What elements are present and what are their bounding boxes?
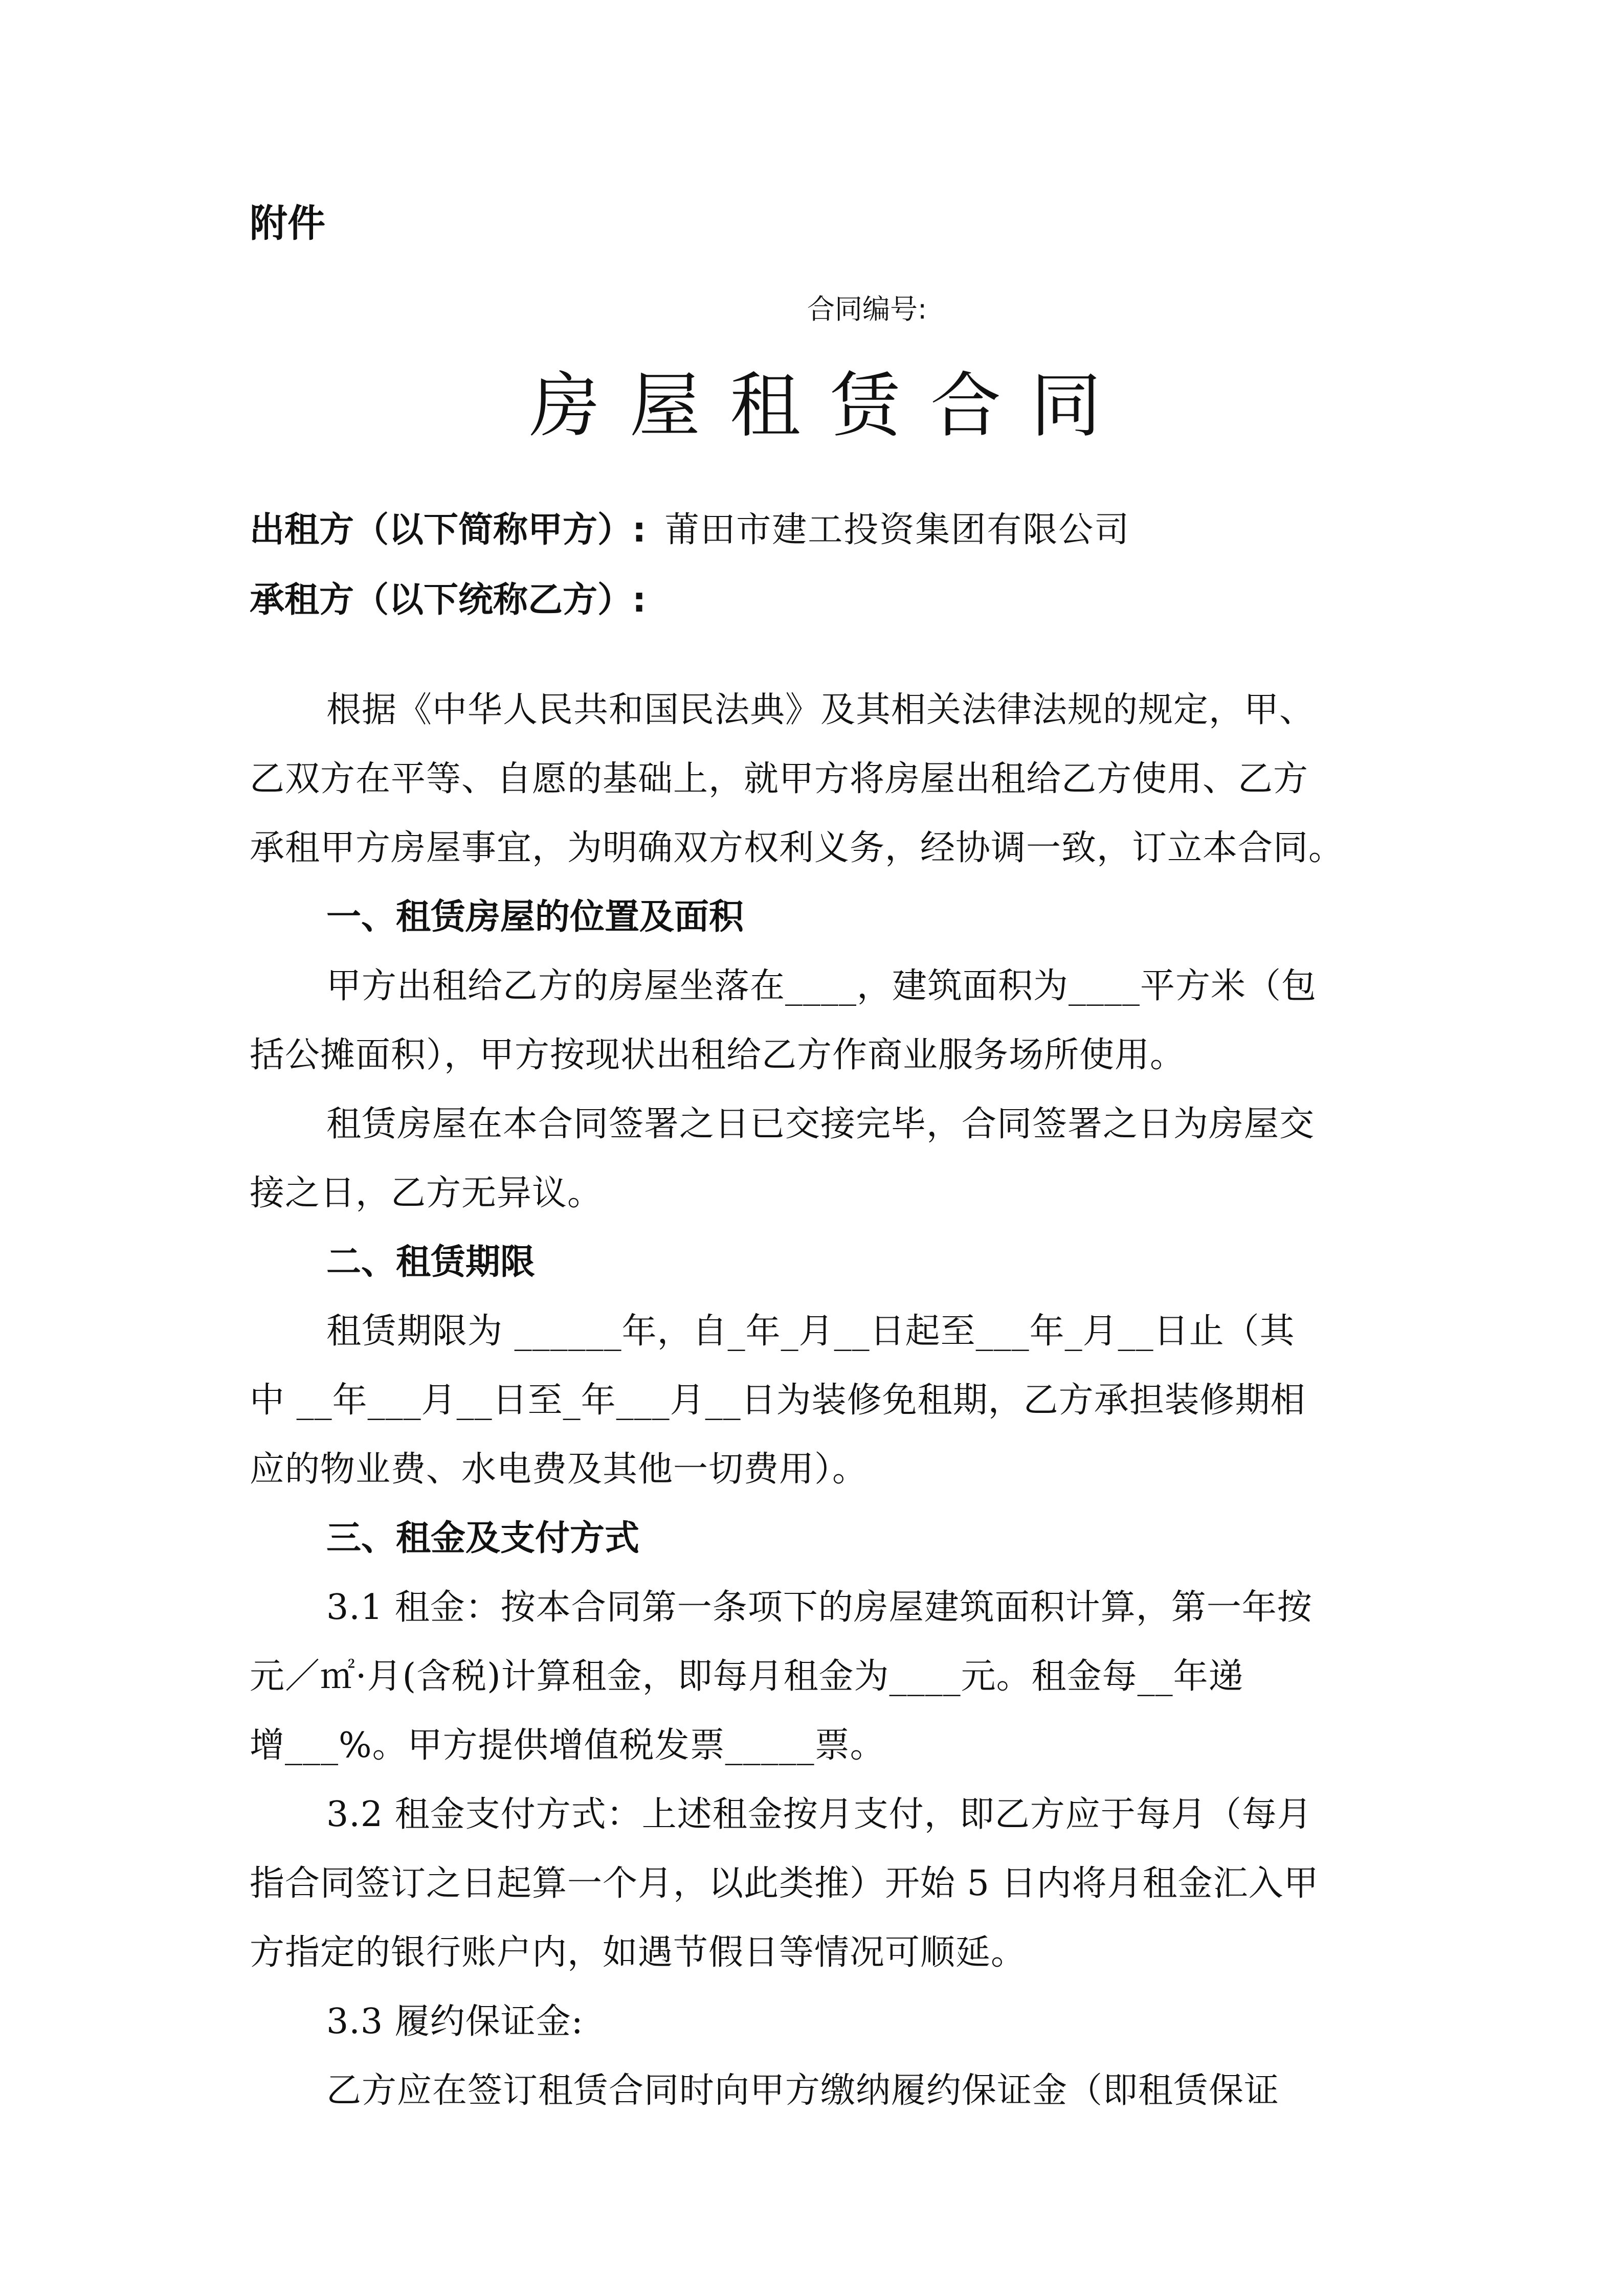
paragraph-line: 租赁房屋在本合同签署之日已交接完毕，合同签署之日为房屋交 bbox=[326, 1104, 1315, 1144]
paragraph-line: 甲方出租给乙方的房屋坐落在____，建筑面积为____平方米（包 bbox=[326, 966, 1317, 1006]
document-title: 房屋租赁合同 bbox=[529, 365, 1131, 447]
lessor-label: 出租方（以下简称甲方）: bbox=[250, 510, 647, 550]
paragraph-line: 增___%。甲方提供增值税发票_____票。 bbox=[250, 1725, 885, 1766]
paragraph-line: 中 __年___月__日至_年___月__日为装修免租期，乙方承担装修期相 bbox=[250, 1380, 1306, 1421]
paragraph-line: 根据《中华人民共和国民法典》及其相关法律法规的规定，甲、 bbox=[326, 690, 1315, 730]
section-heading-3: 三、租金及支付方式 bbox=[326, 1518, 640, 1559]
paragraph-line: 3.2 租金支付方式：上述租金按月支付，即乙方应于每月（每月 bbox=[326, 1794, 1312, 1835]
section-heading-2: 二、租赁期限 bbox=[326, 1242, 536, 1282]
section-heading-1: 一、租赁房屋的位置及面积 bbox=[326, 897, 744, 937]
lessor-line bbox=[250, 510, 1130, 550]
lessor-name: 莆田市建工投资集团有限公司 bbox=[664, 510, 1130, 550]
paragraph-line: 接之日，乙方无异议。 bbox=[250, 1173, 603, 1213]
lessee-line bbox=[250, 580, 647, 620]
paragraph-line: 指合同签订之日起算一个月，以此类推）开始 5 日内将月租金汇入甲 bbox=[250, 1863, 1319, 1904]
paragraph-line: 3.3 履约保证金: bbox=[326, 2001, 584, 2042]
paragraph-line: 乙方应在签订租赁合同时向甲方缴纳履约保证金（即租赁保证 bbox=[326, 2070, 1280, 2111]
paragraph-line: 租赁期限为 ______年，自_年_月__日起至___年_月__日止（其 bbox=[326, 1311, 1295, 1352]
attachment-label: 附件 bbox=[250, 201, 325, 245]
paragraph-line: 3.1 租金：按本合同第一条项下的房屋建筑面积计算，第一年按 bbox=[326, 1587, 1312, 1628]
contract-number-label: 合同编号: bbox=[807, 293, 927, 325]
paragraph-line: 元／㎡·月(含税)计算租金，即每月租金为____元。租金每__年递 bbox=[250, 1656, 1244, 1697]
paragraph-line: 括公摊面积），甲方按现状出租给乙方作商业服务场所使用。 bbox=[250, 1035, 1186, 1075]
lessee-label: 承租方（以下统称乙方）: bbox=[250, 580, 647, 620]
paragraph-line: 应的物业费、水电费及其他一切费用）。 bbox=[250, 1449, 868, 1490]
paragraph-line: 承租甲方房屋事宜，为明确双方权利义务，经协调一致，订立本合同。 bbox=[250, 828, 1344, 868]
paragraph-line: 方指定的银行账户内，如遇节假日等情况可顺延。 bbox=[250, 1932, 1027, 1973]
paragraph-line: 乙双方在平等、自愿的基础上，就甲方将房屋出租给乙方使用、乙方 bbox=[250, 759, 1309, 799]
